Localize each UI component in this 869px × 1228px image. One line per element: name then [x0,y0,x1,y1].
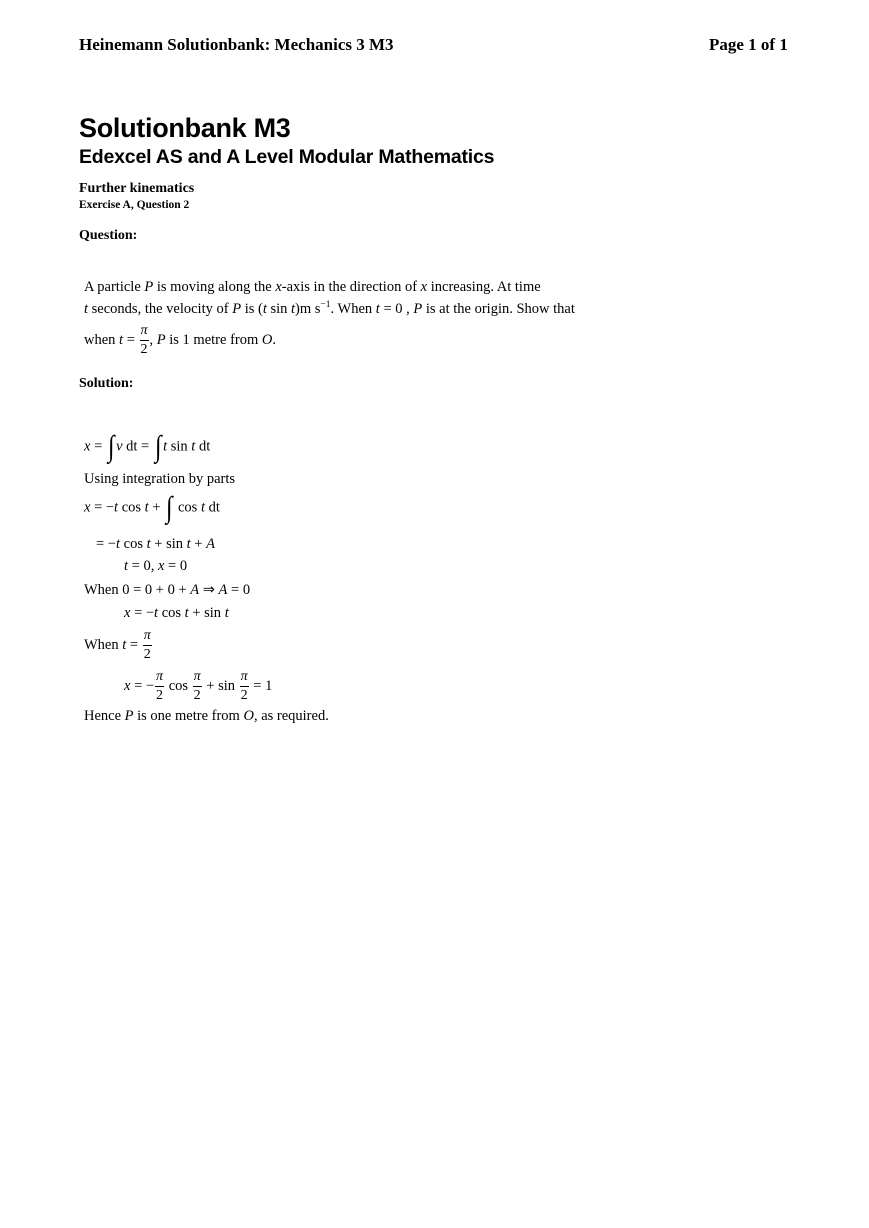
solution-line-initial: t = 0, x = 0 [124,558,188,574]
header-page-number: Page 1 of 1 [709,35,788,54]
integral-sign-icon: ∫ [107,430,115,463]
solution-line-integral: x = ∫ v dt = ∫ t sin t dt [84,430,211,463]
question-line-2: t seconds, the velocity of P is (t sin t)m $s^{-1}$. When t = 0 , P is at the origin. Show that [84,300,575,317]
pi-over-two-fraction: $\frac{\pi}{2}$ [140,323,148,357]
solution-line-final: x = − $\frac{\pi}{2}$ cos $\frac{\pi}{2}$ + sin $\frac{\pi}{2}$ = 1 [124,669,273,703]
solution-heading: Solution: [79,376,134,391]
integral-sign-icon: ∫ [165,491,173,524]
pi-over-two-fraction: $\frac{\pi}{2}$ [193,669,201,703]
question-heading: Question: [79,228,138,243]
solution-line-result: = −t cos t + sin t + A [96,536,215,552]
solution-line-constant: When 0 = 0 + 0 + A ⇒ A = 0 [84,582,251,598]
pi-over-two-fraction: $\frac{\pi}{2}$ [143,628,151,662]
pi-over-two-fraction: $\frac{\pi}{2}$ [156,669,164,703]
question-line-1: A particle P is moving along the x-axis in the direction of x increasing. At time [84,279,541,295]
solution-line-conclusion: Hence P is one metre from O, as required. [84,708,329,724]
solution-line-x: x = −t cos t + sin t [124,605,229,621]
page-title: Solutionbank M3 [79,113,291,143]
solution-line-parts: Using integration by parts [84,471,236,487]
topic-heading: Further kinematics [79,181,195,196]
solution-line-by-parts: x = −t cos t + ∫ cos t dt [84,491,220,524]
page-subtitle: Edexcel AS and A Level Modular Mathematics [79,146,495,168]
pi-over-two-fraction: $\frac{\pi}{2}$ [240,669,248,703]
exercise-heading: Exercise A, Question 2 [79,199,190,211]
integral-sign-icon: ∫ [154,430,162,463]
solution-line-when: When t = $\frac{\pi}{2}$ [84,628,151,662]
question-line-3: when t = $\frac{\pi}{2}$ , P is 1 metre from O. [84,323,276,357]
header-left: Heinemann Solutionbank: Mechanics 3 M3 [79,35,394,54]
